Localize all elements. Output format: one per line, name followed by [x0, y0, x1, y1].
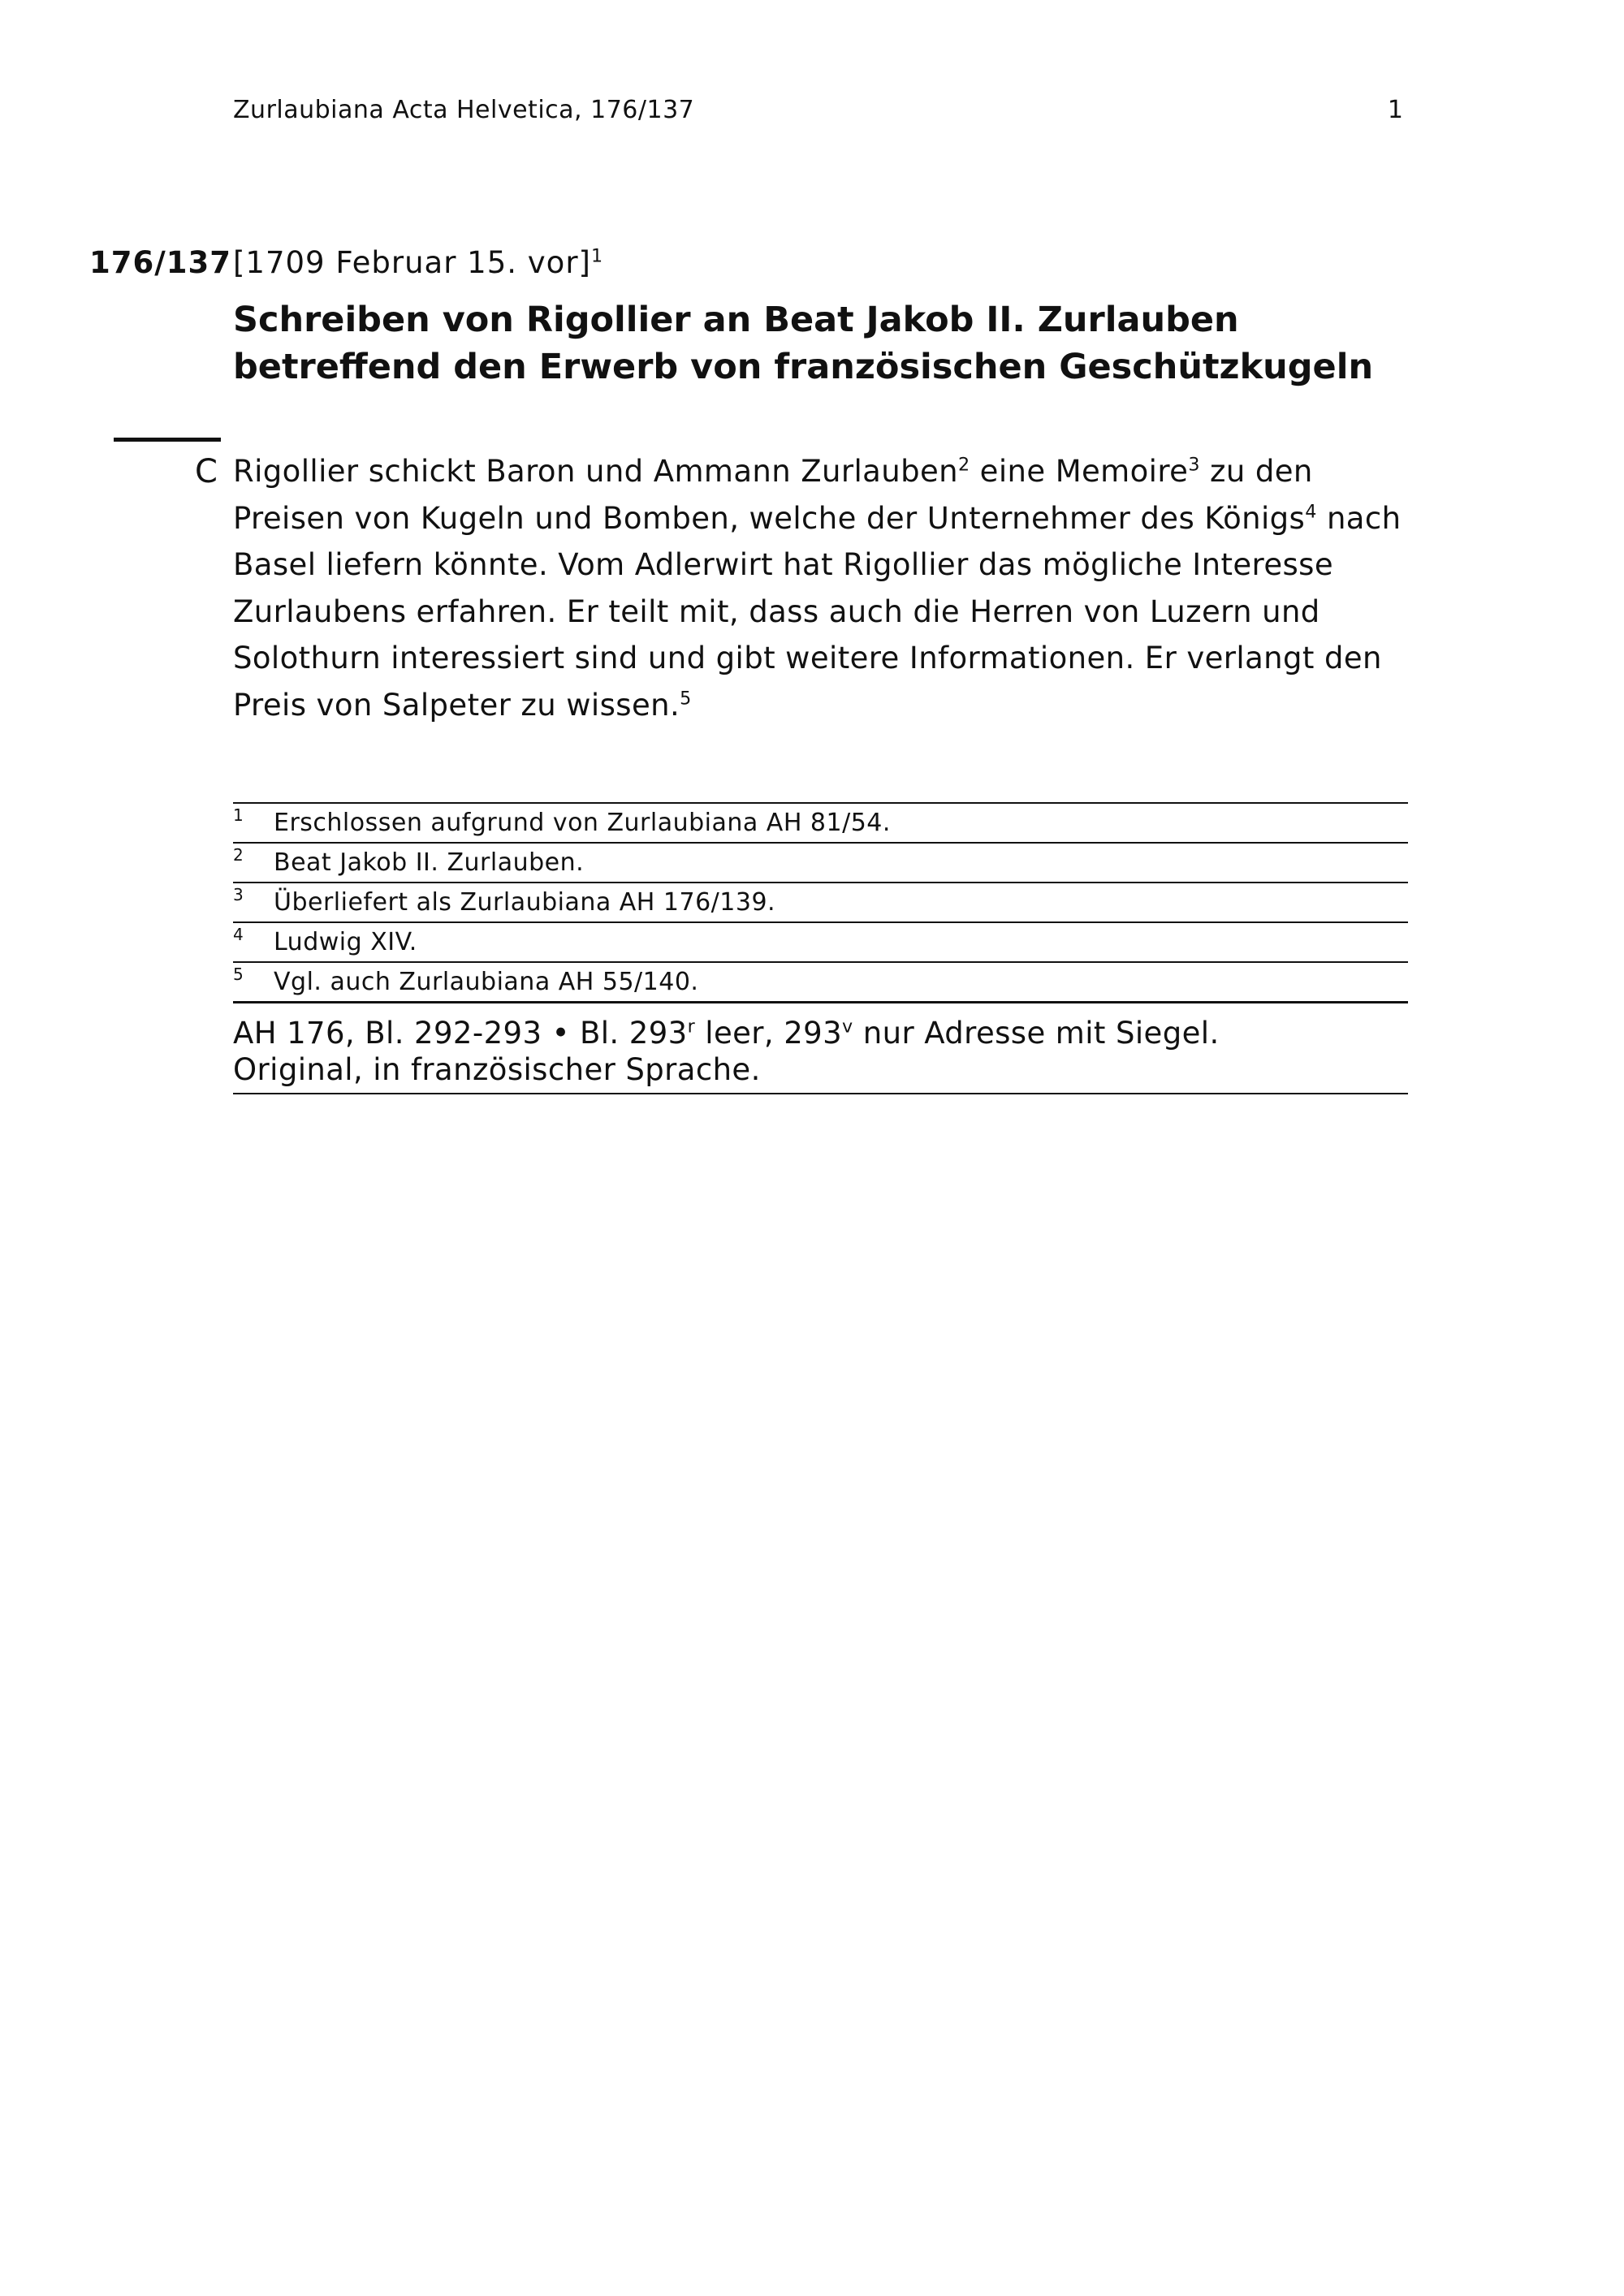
footnote-text: Vgl. auch Zurlaubiana AH 55/140. — [274, 968, 699, 996]
source-line-1 — [233, 1015, 1408, 1051]
footnote-ref-5: 5 — [680, 688, 692, 710]
source-text-2: leer, 293 — [695, 1016, 843, 1051]
source-text-1: AH 176, Bl. 292-293 • Bl. 293 — [233, 1016, 688, 1051]
summary-text-1: Rigollier schickt Baron und Ammann Zurlauben — [233, 454, 958, 489]
footnote-number: 1 — [233, 805, 244, 825]
footnote — [233, 961, 1408, 1003]
summary-paragraph — [233, 448, 1410, 728]
section-marker: C — [195, 453, 218, 490]
footnote-number: 5 — [233, 965, 244, 984]
source-text-3: nur Adresse mit Siegel. — [853, 1016, 1220, 1051]
recto-mark: r — [687, 1016, 696, 1038]
footnote-ref-1: 1 — [590, 245, 604, 267]
footnote-number: 3 — [233, 885, 244, 904]
source-line-2: Original, in französischer Sprache. — [233, 1052, 761, 1087]
footnote — [233, 802, 1408, 842]
document-number: 176/137 — [89, 245, 231, 280]
footnote-number: 4 — [233, 925, 244, 944]
document-title: Schreiben von Rigollier an Beat Jakob II. Zurlauben betreffend den Erwerb von französischen Geschützkugeln — [233, 300, 1374, 387]
footnote-ref-4: 4 — [1305, 501, 1317, 523]
date-text: [1709 Februar 15. vor] — [233, 245, 591, 280]
footnote-ref-3: 3 — [1188, 454, 1200, 476]
footnote — [233, 921, 1408, 961]
footnote-text: Ludwig XIV. — [274, 928, 417, 956]
verso-mark: v — [842, 1016, 853, 1038]
source-description — [233, 1015, 1408, 1088]
footnote-number: 2 — [233, 845, 244, 865]
footnote-text: Beat Jakob II. Zurlauben. — [274, 848, 585, 877]
summary-text-4: nach Basel liefern könnte. Vom Adlerwirt hat Rigollier das mögliche Interesse Zurlaubens erfahren. Er teilt mit, dass auch die Herren von Luzern und Solothurn interessiert sind und gibt weitere Informationen. Er verlangt den Preis von Salpeter zu wissen. — [233, 500, 1402, 723]
summary-text-3: zu den Preisen von Kugeln und Bomben, welche der Unternehmer des Königs — [233, 454, 1313, 536]
source-divider — [233, 1093, 1408, 1094]
page-number: 1 — [1387, 96, 1403, 124]
footnote — [233, 882, 1408, 921]
footnote-text: Erschlossen aufgrund von Zurlaubiana AH 81/54. — [274, 809, 891, 837]
footnotes — [233, 802, 1408, 1003]
footnote — [233, 842, 1408, 882]
date-line — [233, 245, 603, 280]
footnote-ref-2: 2 — [957, 454, 970, 476]
running-header: Zurlaubiana Acta Helvetica, 176/137 — [233, 96, 695, 124]
summary-text-2: eine Memoire — [970, 454, 1189, 489]
section-marker-line — [114, 438, 221, 442]
footnote-text: Überliefert als Zurlaubiana AH 176/139. — [274, 888, 776, 917]
